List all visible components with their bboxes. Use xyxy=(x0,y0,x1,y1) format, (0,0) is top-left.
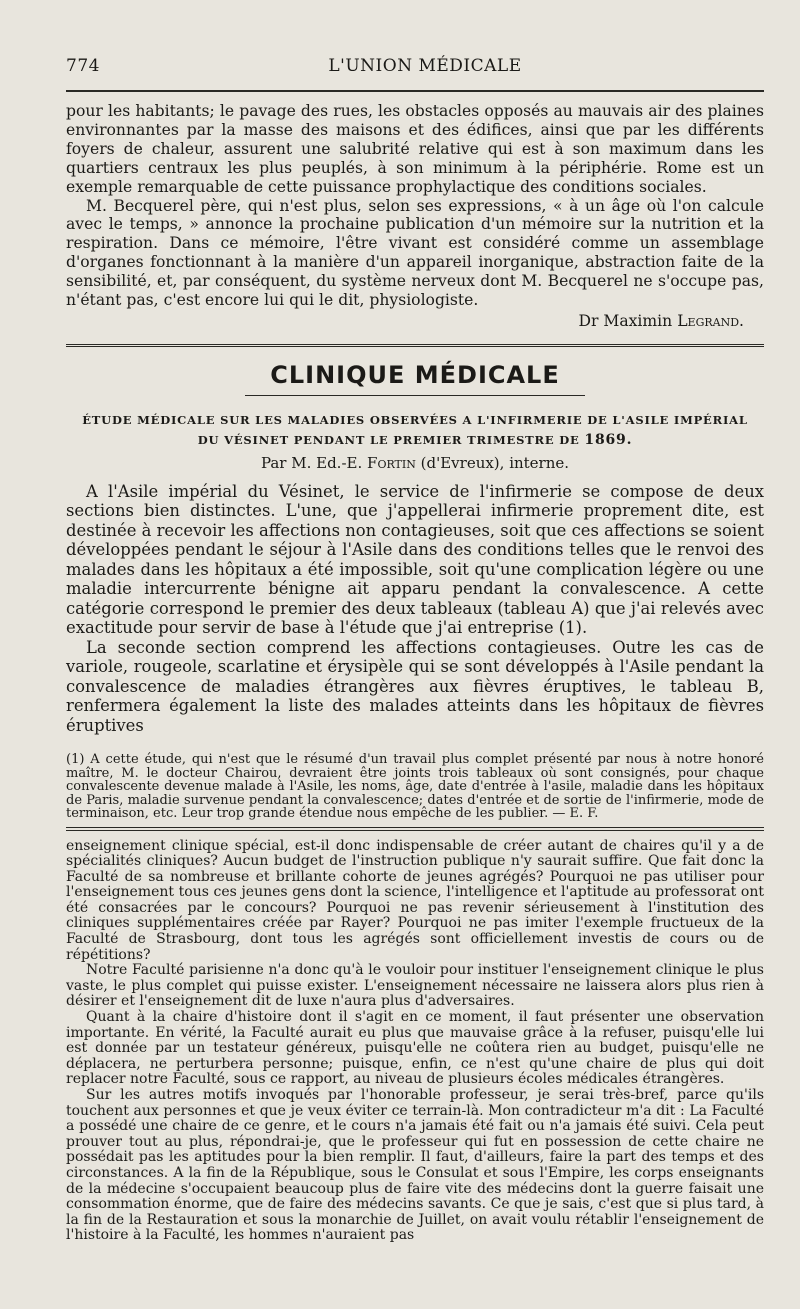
paragraph: M. Becquerel père, qui n'est plus, selon ses expressions, « à un âge où l'on calcule avec le temps, » annonce la prochaine publication d'un mémoire sur la nutrition et la respiration. Dans ce mémoire, l'être vivant est considéré comme un assemblage d'organes fonctionnant à la manière d'un appareil inorganique, abstraction faite de la sensibilité, et, par conséquent, du système nerveux dont M. Becquerel ne s'occupe pas, n'étant pas, c'est encore lui qui le dit, physiologiste. xyxy=(66,196,764,310)
byline-name: Fortin xyxy=(367,453,416,472)
subheading-year: 1869. xyxy=(584,431,633,448)
section-divider xyxy=(66,344,764,347)
top-article xyxy=(66,102,764,330)
page-number: 774 xyxy=(66,56,100,76)
author-signature xyxy=(66,312,744,330)
signature-name: Legrand. xyxy=(677,311,744,330)
clinique-body xyxy=(66,482,764,736)
byline-prefix: Par M. Ed.-E. xyxy=(260,453,363,472)
running-header xyxy=(66,56,764,76)
subheading-line-1: ÉTUDE MÉDICALE SUR LES MALADIES OBSERVÉES A L'INFIRMERIE DE L'ASILE IMPÉRIAL xyxy=(82,412,748,427)
article-byline xyxy=(66,454,764,472)
title-underline xyxy=(245,395,585,396)
paragraph: A l'Asile impérial du Vésinet, le service de l'infirmerie se compose de deux sections bien distinctes. L'une, que j'appellerai infirmerie proprement dite, est destinée à recevoir les affections non contagieuses, soit que ces affections se soient développées pendant le séjour à l'Asile dans des conditions telles que le renvoi des malades dans les hôpitaux a été impossible, soit qu'une complication légère ou une maladie intercurrente bénigne ait apparu pendant la convalescence. A cette catégorie correspond le premier des deux tableaux (tableau A) que j'ai relevés avec exactitude pour servir de base à l'étude que j'ai entreprise (1). xyxy=(66,481,764,638)
signature-prefix: Dr Maximin xyxy=(578,311,673,330)
footnote: (1) A cette étude, qui n'est que le résumé d'un travail plus complet présenté par nous à notre honoré maître, M. le docteur Chairou, devraient être joints trois tableaux où sont consignés, pour chaque convalescente devenue malade à l'Asile, les noms, âge, date d'entrée à l'asile, maladie dans les hôpitaux de Paris, maladie survenue pendant la convalescence; dates d'entrée et de sortie de l'infirmerie, mode de terminaison, etc. Leur trop grande étendue nous empêche de les publier. — E. F. xyxy=(66,752,764,822)
section-title: CLINIQUE MÉDICALE xyxy=(270,360,560,389)
paragraph: La seconde section comprend les affections contagieuses. Outre les cas de variole, rougeole, scarlatine et érysipèle qui se sont développés à l'Asile pendant la convalescence de maladies étrangères aux fièvres éruptives, le tableau B, renfermera également la liste des malades atteints dans les hôpitaux de fièvres éruptives xyxy=(66,637,764,735)
journal-title: L'UNION MÉDICALE xyxy=(328,56,522,76)
article-subheading xyxy=(66,410,764,450)
paragraph: enseignement clinique spécial, est-il donc indispensable de créer autant de chaires qu'il y a de spécialités cliniques? Aucun budget de l'instruction publique n'y saurait suffire. Que fait donc la Faculté de sa nombreuse et brillante cohorte de jeunes agrégés? Pourquoi ne pas utiliser pour l'enseignement tous ces jeunes gens dont la science, l'intelligence et l'aptitude au professorat ont été consacrées par le concours? Pourquoi ne pas revenir sérieusement à l'institution des cliniques supplémentaires créée par Rayer? Pourquoi ne pas imiter l'exemple fructueux de la Faculté de Strasbourg, dont tous les agrégés sont officiellement investis de cours ou de répétitions? xyxy=(66,837,764,963)
footnote-rule xyxy=(66,827,764,831)
header-rule xyxy=(66,90,764,92)
paragraph: Notre Faculté parisienne n'a donc qu'à le vouloir pour instituer l'enseignement clinique le plus vaste, le plus complet qui puisse exister. L'enseignement nécessaire ne laissera alors plus rien à désirer et l'enseignement dit de luxe n'aura plus d'adversaires. xyxy=(66,962,764,1010)
bottom-article xyxy=(66,839,764,1244)
paragraph: Sur les autres motifs invoqués par l'honorable professeur, je serai très-bref, parce qu'ils touchent aux personnes et que je veux éviter ce terrain-là. Mon contradicteur m'a dit : La Faculté a possédé une chaire de ce genre, et le cours n'a jamais été fait ou n'a jamais été suivi. Cela peut prouver tout au plus, répondrai-je, que le professeur qui fut en possession de cette chaire ne possédait pas les aptitudes pour la bien remplir. Il faut, d'ailleurs, faire la part des temps et des circonstances. A la fin de la République, sous le Consulat et sous l'Empire, les corps enseignants de la médecine s'occupaient beaucoup plus de faire vite des médecins dont la guerre faisait une consommation énorme, que de faire des médecins savants. Ce que je sais, c'est que si plus tard, à la fin de la Restauration et sous la monarchie de Juillet, on avait voulu rétablir l'enseignement de l'histoire à la Faculté, les hommes n'auraient pas xyxy=(66,1087,764,1244)
paragraph: pour les habitants; le pavage des rues, les obstacles opposés au mauvais air des plaines environnantes par la masse des maisons et des édifices, ainsi que par les différents foyers de chaleur, assurent une salubrité relative qui est à son maximum dans les quartiers centraux les plus peuplés, à son minimum à la périphérie. Rome est un exemple remarquable de cette puissance prophylactique des conditions sociales. xyxy=(66,102,764,196)
paragraph: Quant à la chaire d'histoire dont il s'agit en ce moment, il faut présenter une observation importante. En vérité, la Faculté aurait eu plus que mauvaise grâce à la refuser, puisqu'elle lui est donnée par un testateur généreux, puisqu'elle ne coûtera rien au budget, puisqu'elle ne déplacera, ne perturbera personne; puisque, enfin, ce n'est qu'une chaire de plus qui doit replacer notre Faculté, sous ce rapport, au niveau de plusieurs écoles médicales étrangères. xyxy=(66,1009,764,1088)
subheading-line-2: DU VÉSINET PENDANT LE PREMIER TRIMESTRE DE 1869. xyxy=(197,431,633,448)
byline-suffix: (d'Evreux), interne. xyxy=(420,453,570,472)
